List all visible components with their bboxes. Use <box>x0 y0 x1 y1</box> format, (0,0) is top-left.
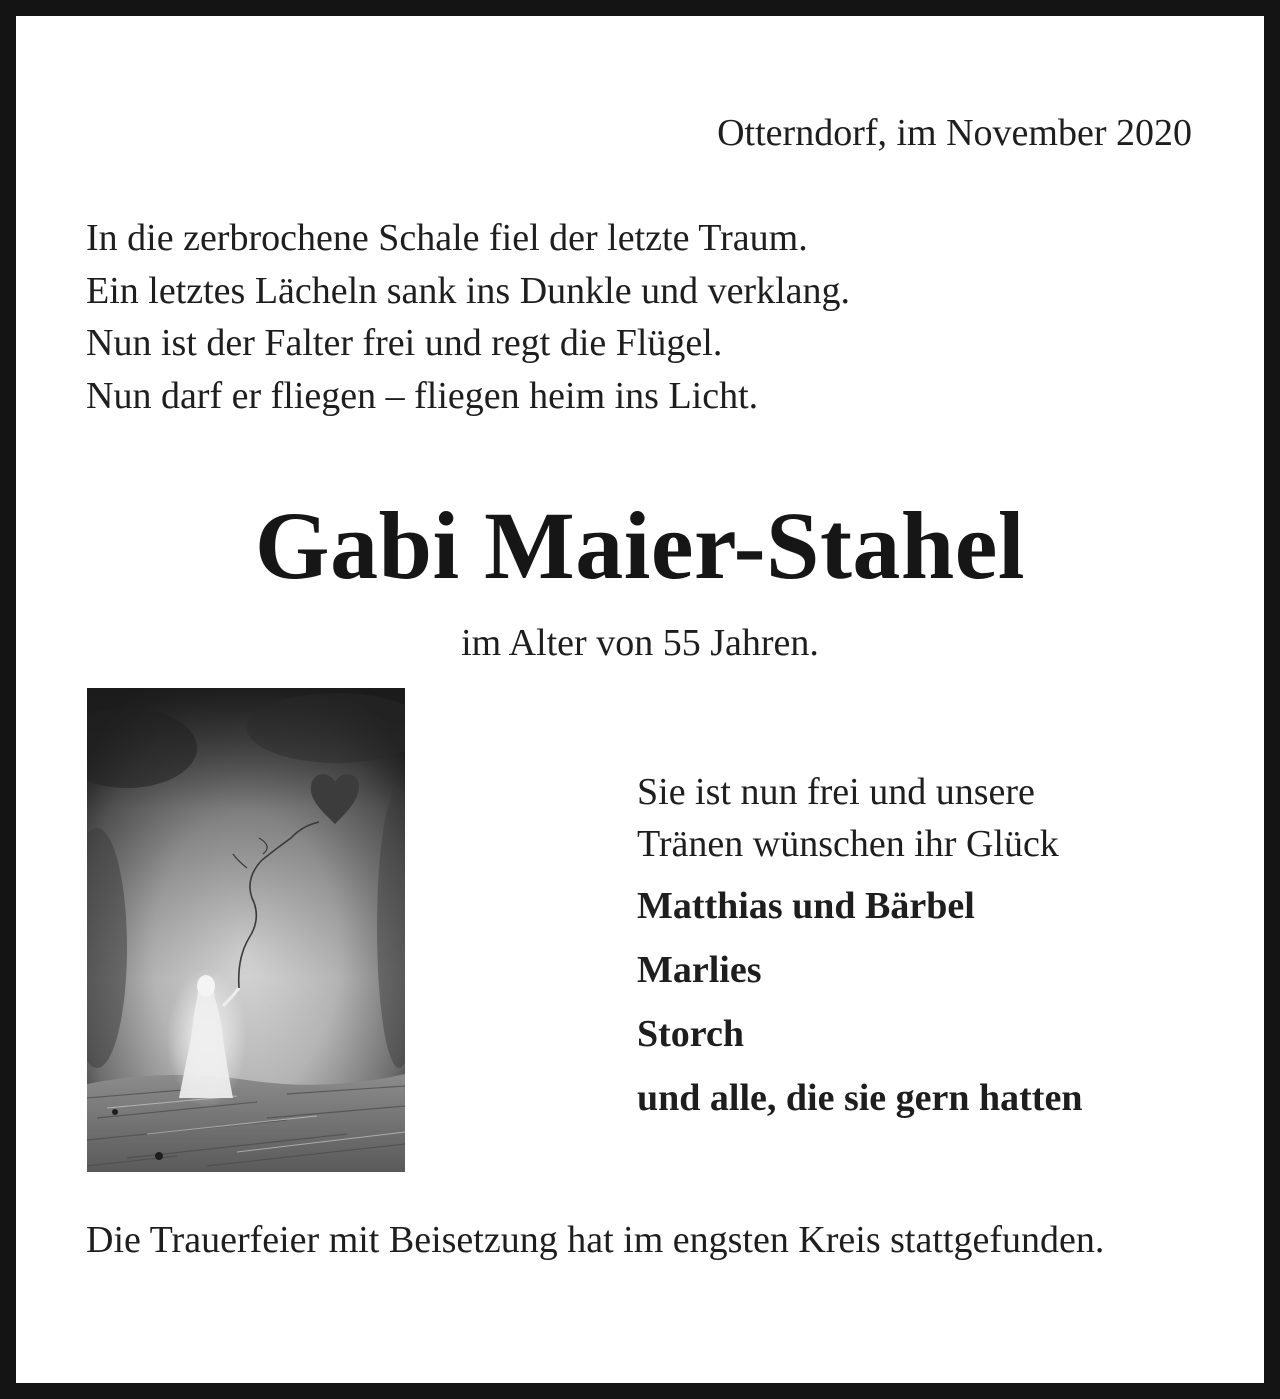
age-line: im Alter von 55 Jahren. <box>461 622 819 664</box>
mourner-name: Marlies <box>637 949 762 991</box>
mourner-name: Storch <box>637 1013 744 1055</box>
place-date: Otterndorf, im November 2020 <box>717 112 1192 154</box>
mourner-name: und alle, die sie gern hatten <box>637 1077 1083 1119</box>
poem <box>86 212 850 422</box>
poem-line: Ein letztes Lächeln sank ins Dunkle und verklang. <box>86 269 851 312</box>
memorial-picture <box>87 688 405 1172</box>
mourner-name: Matthias und Bärbel <box>637 885 975 927</box>
motto-line: Sie ist nun frei und unsere <box>637 771 1035 813</box>
motto <box>637 766 1082 870</box>
mourners-block <box>637 766 1082 1130</box>
girl-with-heart-balloon-illustration <box>87 688 405 1172</box>
poem-line: Nun darf er fliegen – fliegen heim ins Licht. <box>86 374 759 417</box>
motto-line: Tränen wünschen ihr Glück <box>637 823 1059 865</box>
poem-line: In die zerbrochene Schale fiel der letzte Traum. <box>86 217 808 259</box>
poem-line: Nun ist der Falter frei und regt die Flügel. <box>86 322 723 364</box>
funeral-note: Die Trauerfeier mit Beisetzung hat im engsten Kreis stattgefunden. <box>86 1219 1105 1261</box>
deceased-name: Gabi Maier-Stahel <box>254 492 1026 599</box>
